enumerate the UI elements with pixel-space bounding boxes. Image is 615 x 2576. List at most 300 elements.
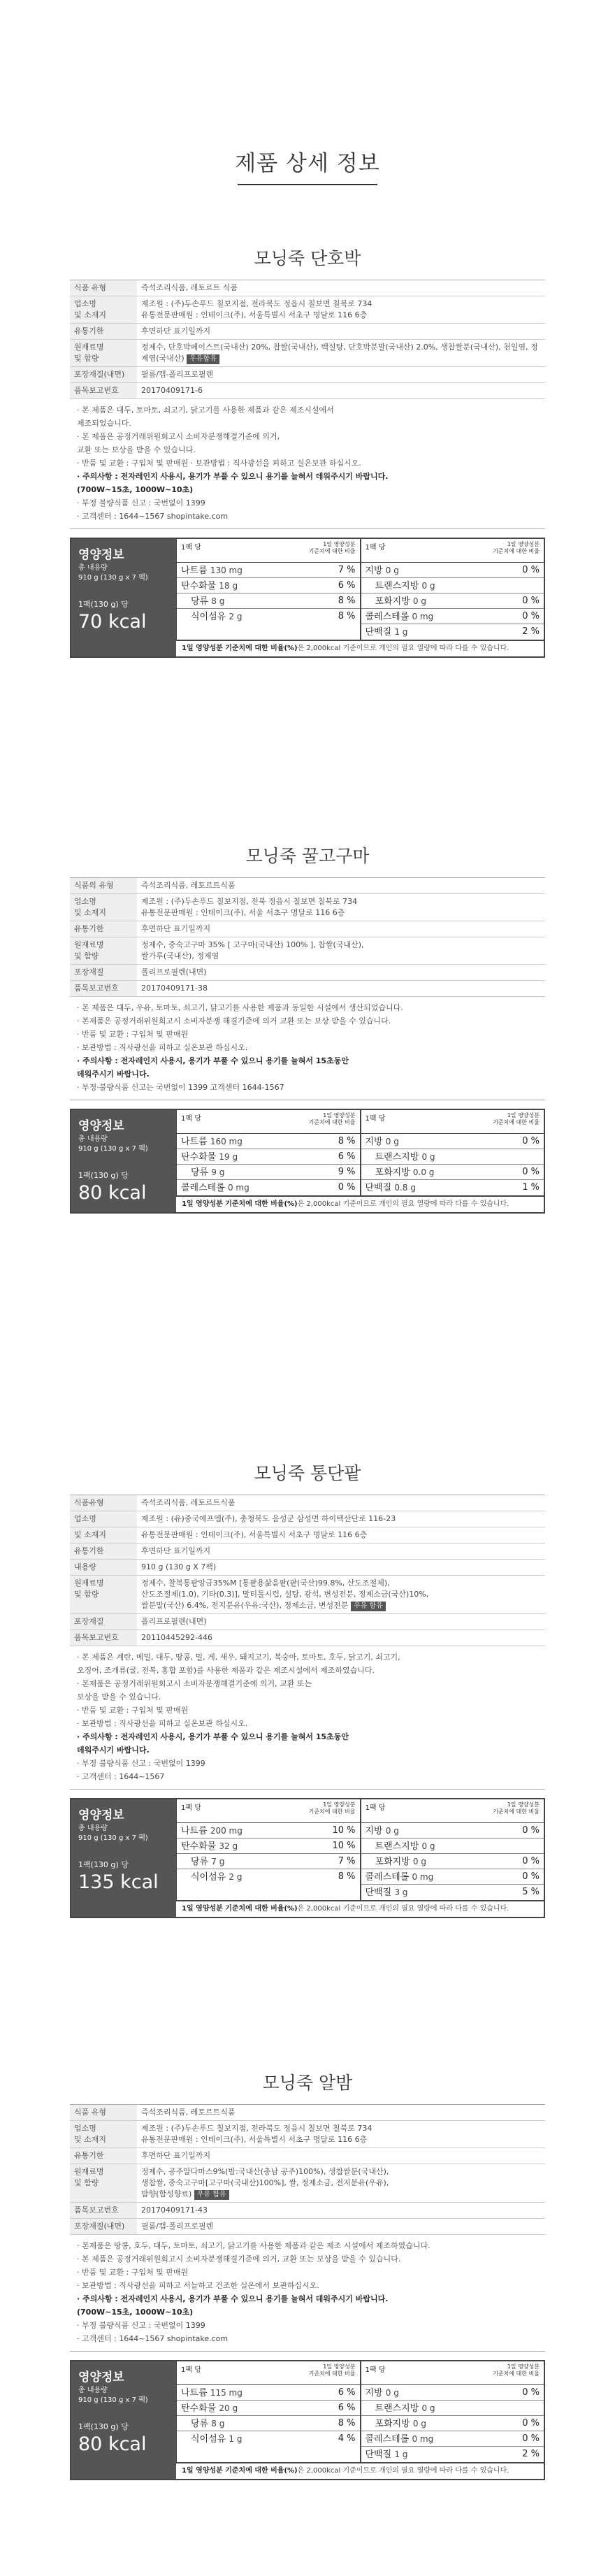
- nutrition-column: [176, 2361, 360, 2462]
- nutrient-row: [361, 1885, 544, 1900]
- nutrient-amount: 0 g: [421, 1152, 435, 1162]
- nutrient-percent: 0 %: [522, 611, 540, 621]
- nutrient-percent: 6 %: [338, 1151, 356, 1162]
- nutrient-amount: 19 g: [219, 1152, 238, 1162]
- nutrient-row: [177, 2431, 360, 2447]
- nutrient-row: [361, 578, 544, 593]
- calories: 70 kcal: [78, 611, 147, 633]
- per-pack-label: 1팩 당: [181, 2366, 201, 2374]
- info-key: 품목보고번호: [70, 2203, 137, 2219]
- nutrient-percent: 0 %: [522, 565, 540, 575]
- nutrient-percent: 7 %: [338, 1856, 356, 1866]
- nutrient-name: 포화지방: [375, 1167, 413, 1178]
- info-table: [70, 2104, 545, 2235]
- nutrient: [366, 563, 399, 577]
- notice-list: [70, 2235, 545, 2352]
- nutrient-row: [361, 2385, 544, 2401]
- nutrient-amount: 0.8 g: [394, 1183, 416, 1193]
- nutrient-amount: 18 g: [219, 581, 238, 591]
- nutrition-header: [177, 539, 360, 563]
- info-row: [70, 2148, 545, 2164]
- nutrient-percent: 0 %: [522, 2387, 540, 2398]
- notice-line: · 부정 불량식품 신고 : 국번없이 1399: [77, 2321, 205, 2330]
- nutrient-name: 트랜스지방: [375, 1841, 422, 1852]
- notice-line: · 고객센터 : 1644~1567: [77, 1772, 165, 1781]
- product-name: 모닝죽 알밤: [262, 2073, 353, 2093]
- nutrient-name: 지방: [365, 2388, 386, 2398]
- nutrient-percent: 8 %: [338, 611, 356, 621]
- product-name: 모닝죽 통단팥: [254, 1463, 361, 1483]
- info-value: 폴리프로필렌(내면): [137, 965, 545, 981]
- nutrient-percent: 0 %: [522, 1856, 540, 1866]
- info-row: [70, 894, 545, 921]
- nutrient-name: 콜레스테롤: [365, 612, 412, 622]
- nutrient-row: [177, 578, 360, 593]
- info-row: [70, 921, 545, 937]
- nutrient-amount: 1 g: [394, 627, 408, 637]
- nutrition-header: [361, 2361, 544, 2385]
- info-table: [70, 877, 545, 997]
- nutrition-summary: [71, 2361, 176, 2479]
- nutrient: [366, 624, 408, 640]
- nutrient: [181, 1149, 238, 1164]
- nutrient-name: 나트륨: [181, 566, 210, 576]
- calories: 80 kcal: [78, 2433, 147, 2455]
- nutrition-columns: [176, 1110, 544, 1195]
- per-pack-label: 1팩 당: [181, 1115, 201, 1123]
- nutrient-row: [361, 2447, 544, 2462]
- nutrient-row: [361, 1149, 544, 1165]
- nutrient-percent: 0 %: [338, 1182, 356, 1193]
- nutrient: [181, 2401, 238, 2415]
- info-value: 후면하단 표기일까지: [137, 2148, 545, 2164]
- nutrient-row: [177, 1165, 360, 1180]
- info-value: 20170409171-6: [137, 383, 545, 399]
- info-value: 정제수, 공주알다마스9%(밤:국내산(충남 공주)100%), 생찹쌀분(국내산), 생찹쌀, 중숙고구마[고구마(국내산)100%], 쌀, 정제소금, 전지분유(우유), 밤향(합성향료) 우유 함유: [137, 2164, 545, 2203]
- footnote-text: 은 2,000kcal 기준이므로 개인의 필요 열량에 따라 다를 수 있습니다.: [297, 1905, 509, 1913]
- per-pack-label: 1팩 당: [181, 544, 201, 552]
- nutrient-name: 탄수화물: [181, 1152, 219, 1163]
- page-title: 제품 상세 정보: [235, 151, 380, 176]
- nutrient-name: 나트륨: [181, 2388, 210, 2398]
- nutrition-table: [176, 2361, 544, 2479]
- notice-line: · 고객센터 : 1644~1567 shopintake.com: [77, 2334, 229, 2343]
- info-row: [70, 367, 545, 383]
- notice-line: · 본 제품은 대두, 토마토, 쇠고기, 닭고기를 사용한 제품과 같은 제조시설에서: [77, 405, 334, 415]
- nutrient: [375, 578, 435, 593]
- nutrient-amount: 7 g: [211, 1857, 225, 1866]
- nutrient-percent: 0 %: [522, 1167, 540, 1177]
- nutrition-title: 영양정보: [78, 1808, 124, 1822]
- nutrient: [191, 593, 224, 608]
- nutrient-row: [361, 1839, 544, 1854]
- nutrient-amount: 9 g: [211, 1167, 225, 1177]
- nutrient-amount: 8 g: [211, 596, 225, 606]
- notice-line: · 주의사항 : 전자레인지 사용시, 용기가 부풀 수 있으니 용기를 늘혀서 데워주시기 바랍니다.: [77, 472, 389, 481]
- nutrient-name: 탄수화물: [181, 2403, 219, 2414]
- nutrient-name: 탄수화물: [181, 1841, 219, 1852]
- nutrition-columns: [176, 539, 544, 640]
- nutrient-name: 식이섬유: [191, 612, 229, 622]
- title-underline: [238, 184, 377, 185]
- nutrient-name: 단백질: [365, 1887, 395, 1898]
- notice-line: 교환 또는 보상을 받을 수 있습니다.: [77, 445, 196, 454]
- nutrient-row: [177, 609, 360, 624]
- info-row: [70, 383, 545, 399]
- total-content: 총 내용량 910 g (130 g x 7 팩): [78, 1825, 148, 1842]
- nutrient-amount: 0 g: [385, 2388, 399, 2398]
- info-value: 정제수, 찰복통팥앙금35%M [통팥용삶음팥(팥(국산)99.8%, 산도조절제), 산도조절제(1.0), 기타(0.3)], 말티톨시럽, 설탕, 광석, 변성전분, 정제소금(국산)10%, 쌀분말(국산) 6.4%, 전지분유(우유:국산), 정제소금, 변성전분 우유 함유: [137, 1576, 545, 1614]
- serving-size: 1팩(130 g) 당: [78, 600, 129, 609]
- nutrient-percent: 8 %: [338, 1871, 356, 1882]
- nutrient-row: [177, 1180, 360, 1195]
- notice-line: 제조되었습니다.: [77, 419, 131, 428]
- daily-value-header: 1일 영양성분 기준치에 대한 비율: [308, 1112, 356, 1125]
- info-row: [70, 324, 545, 340]
- info-key: 포장재질(내면): [70, 2219, 137, 2235]
- nutrient-name: 당류: [191, 1167, 212, 1178]
- notice-line: 데워주시기 바랍니다.: [77, 1746, 150, 1755]
- nutrient-name: 단백질: [365, 2449, 395, 2460]
- nutrient-row: [177, 593, 360, 609]
- nutrient-name: 콜레스테롤: [181, 1183, 228, 1193]
- nutrient-name: 당류: [191, 596, 212, 607]
- info-row: [70, 1560, 545, 1576]
- notice-line: · 본 제품은 공정거래위원회고시 소비자분쟁해결기준에 의거, 교환 또는 보상을 받을 수 있습니다.: [77, 2254, 401, 2264]
- nutrition-title: 영양정보: [78, 548, 124, 562]
- nutrient: [191, 2431, 242, 2447]
- nutrient-amount: 2 g: [229, 1872, 243, 1882]
- nutrition-footnote: [176, 640, 544, 656]
- nutrition-table: [176, 1799, 544, 1917]
- nutrient-amount: 1 g: [229, 2434, 243, 2444]
- info-value: 후면하단 표기일까지: [137, 324, 545, 340]
- info-key: 식품 유형: [70, 2105, 137, 2121]
- nutrient: [191, 2416, 224, 2431]
- info-value: 정제수, 단호박페이스트(국내산) 20%, 찹쌀(국내산), 백설탕, 단호박분말(국내산) 2.0%, 생찹쌀분(국내산), 천일염, 정제염(국내산) 우유함유: [137, 340, 545, 367]
- nutrient: [366, 609, 434, 624]
- info-value: 제조원 : (주)두손푸드 칠보지점, 전라북도 정읍시 칠보면 칠북로 734 유통전문판매원 : 인테이크(주), 서울특별시 서초구 명달로 116 6층: [137, 296, 545, 324]
- info-key: 포장재질(내면): [70, 367, 137, 383]
- nutrient: [191, 1854, 224, 1869]
- serving-size: 1팩(130 g) 당: [78, 2422, 129, 2431]
- nutrient-amount: 0 mg: [412, 612, 434, 621]
- calories: 80 kcal: [78, 1182, 147, 1204]
- nutrient-amount: 0 g: [412, 2419, 426, 2429]
- nutrient: [181, 563, 243, 577]
- nutrient: [375, 1165, 435, 1179]
- nutrition-header: [177, 1799, 360, 1823]
- nutrient-row: [361, 563, 544, 578]
- notice-line: · 부정 불량식품 신고 : 국번없이 1399: [77, 1759, 205, 1768]
- nutrient-percent: 0 %: [522, 1871, 540, 1882]
- info-key: 식품의 유형: [70, 878, 137, 894]
- info-key: 업소명 및 소재지: [70, 894, 137, 921]
- nutrient-percent: 10 %: [332, 1841, 356, 1851]
- info-value: 후면하단 표기일까지: [137, 1544, 545, 1560]
- nutrient-percent: 0 %: [522, 1825, 540, 1836]
- info-key: 업소명 및 소재지: [70, 2121, 137, 2148]
- nutrient-row: [361, 609, 544, 624]
- nutrition-header: [361, 1110, 544, 1134]
- notice-line: · 보관방법 : 직사광선을 피하고 실온보관 하십시오.: [77, 1719, 248, 1728]
- nutrient-percent: 4 %: [338, 2433, 356, 2444]
- daily-value-header: 1일 영양성분 기준치에 대한 비율: [493, 1112, 540, 1125]
- info-key: 유통기한: [70, 324, 137, 340]
- per-pack-label: 1팩 당: [365, 2366, 386, 2374]
- info-value: 제조원 : (주)두손푸드 칠보지점, 전북 정읍시 칠보면 칠북로 734 유통전문판매원 : 인테이크(주), 서울 서초구 명달로 116 6층: [137, 894, 545, 921]
- nutrient-percent: 6 %: [338, 580, 356, 591]
- nutrition-facts: [70, 2360, 545, 2480]
- nutrient-row: [177, 2416, 360, 2431]
- per-pack-label: 1팩 당: [365, 544, 386, 552]
- notice-line: · 본 제품은 대두, 우유, 토마토, 쇠고기, 닭고기를 사용한 제품과 동일한 시설에서 생산되었습니다.: [77, 1003, 403, 1012]
- nutrition-title: 영양정보: [78, 2370, 124, 2384]
- nutrition-footnote: [176, 2462, 544, 2479]
- daily-value-header: 1일 영양성분 기준치에 대한 비율: [493, 2363, 540, 2377]
- daily-value-header: 1일 영양성분 기준치에 대한 비율: [493, 541, 540, 554]
- nutrient-percent: 0 %: [522, 596, 540, 606]
- notice-line: (700W~15초, 1000W~10초): [77, 485, 194, 494]
- nutrient-name: 콜레스테롤: [365, 2434, 412, 2445]
- nutrient-percent: 8 %: [338, 1136, 356, 1146]
- nutrition-facts: [70, 538, 545, 658]
- nutrition-columns: [176, 2361, 544, 2462]
- nutrient-amount: 0 g: [412, 596, 426, 606]
- nutrient: [375, 593, 426, 608]
- footnote-bold: 1일 영양성분 기준치에 대한 비율(%): [182, 1200, 298, 1208]
- info-value: 필름/캡-폴리프로필렌: [137, 2219, 545, 2235]
- footnote-bold: 1일 영양성분 기준치에 대한 비율(%): [182, 2467, 298, 2475]
- nutrient-row: [177, 1134, 360, 1149]
- nutrition-header: [177, 1110, 360, 1134]
- product-section: [70, 1453, 545, 1918]
- nutrient: [191, 1165, 224, 1179]
- info-key: 유통기한: [70, 921, 137, 937]
- nutrition-table: [176, 1110, 544, 1212]
- info-value: 제조원 : (주)두손푸드 칠보지점, 전라북도 정읍시 칠보면 칠북로 734 유통전문판매원 : 인테이크(주), 서울특별시 서초구 명달로 116 6층: [137, 2121, 545, 2148]
- nutrition-footnote: [176, 1195, 544, 1212]
- nutrient-name: 지방: [365, 566, 386, 576]
- nutrient-row: [177, 1854, 360, 1869]
- notice-line: · 본 제품은 공정거래위원회고시 소비자분쟁해결기준에 의거,: [77, 432, 280, 441]
- product-section: [70, 238, 545, 658]
- nutrition-summary: [71, 1110, 176, 1212]
- nutrient-row: [177, 1823, 360, 1839]
- nutrient: [181, 1180, 249, 1195]
- nutrient: [181, 1134, 243, 1149]
- notice-list: [70, 399, 545, 529]
- notice-line: · 부정·불량식품 신고는 국번없이 1399 고객센터 1644-1567: [77, 1083, 284, 1092]
- nutrition-column: [360, 539, 544, 640]
- info-row: [70, 280, 545, 296]
- notice-list: [70, 1646, 545, 1790]
- nutrient-row: [361, 1823, 544, 1839]
- info-key: 품목보고번호: [70, 1630, 137, 1646]
- nutrition-header: [361, 1799, 544, 1823]
- per-pack-label: 1팩 당: [365, 1115, 386, 1123]
- notice-line: · 본제품은 공정거래위원회고시 소비자분쟁 해결기준에 의거 교환 또는 보상 받을 수 있습니다.: [77, 1016, 391, 1026]
- info-row: [70, 296, 545, 324]
- info-table: [70, 1495, 545, 1646]
- footnote-text: 은 2,000kcal 기준이므로 개인의 필요 열량에 따라 다를 수 있습니다.: [297, 1200, 509, 1208]
- nutrient-row: [361, 593, 544, 609]
- info-row: [70, 1527, 545, 1544]
- nutrient-name: 나트륨: [181, 1826, 210, 1836]
- nutrient-amount: 0 mg: [412, 1872, 434, 1882]
- nutrient-amount: 0 mg: [227, 1183, 249, 1193]
- nutrition-header: [177, 2361, 360, 2385]
- nutrient-amount: 0.0 g: [412, 1167, 435, 1177]
- nutrient: [366, 2447, 408, 2462]
- info-row: [70, 2164, 545, 2203]
- nutrient-percent: 0 %: [522, 1136, 540, 1146]
- info-key: 원재료명 및 함량: [70, 340, 137, 367]
- nutrient-percent: 2 %: [522, 626, 540, 637]
- nutrient-amount: 3 g: [394, 1887, 408, 1897]
- nutrition-columns: [176, 1799, 544, 1900]
- nutrient-row: [361, 1165, 544, 1180]
- info-value: 즉석조리식품, 레토르트식품: [137, 1495, 545, 1511]
- info-key: 포장재질: [70, 965, 137, 981]
- notice-line: · 주의사항 : 전자레인지 사용시, 용기가 부풀 수 있으니 용기를 늘혀서 15초동안: [77, 1732, 349, 1741]
- info-key: 품목보고번호: [70, 383, 137, 399]
- nutrition-column: [360, 1110, 544, 1195]
- total-content: 총 내용량 910 g (130 g x 7 팩): [78, 2387, 148, 2404]
- nutrient-percent: 1 %: [522, 1182, 540, 1193]
- info-row: [70, 937, 545, 965]
- nutrition-column: [360, 2361, 544, 2462]
- nutrient-amount: 160 mg: [210, 1137, 243, 1146]
- nutrient-percent: 7 %: [338, 565, 356, 575]
- nutrient-percent: 10 %: [332, 1825, 356, 1836]
- notice-line: 오징어, 조개류(굴, 전복, 홍합 포함)를 사용한 제품과 같은 제조시설에서 제조하였습니다.: [77, 1666, 375, 1675]
- nutrient-amount: 0 g: [412, 1857, 426, 1866]
- notice-line: · 반품 및 교환 : 구입처 및 판매원 · 보관방법 : 직사광선을 피하고 실온보관 하십시오.: [77, 459, 361, 468]
- per-pack-label: 1팩 당: [181, 1804, 201, 1812]
- nutrient-amount: 32 g: [219, 1841, 238, 1851]
- info-key: 원재료명 및 함량: [70, 1576, 137, 1614]
- nutrient-row: [361, 624, 544, 640]
- nutrient-name: 지방: [365, 1137, 386, 1147]
- nutrient-name: 식이섬유: [191, 1872, 229, 1883]
- info-value: 20110445292-446: [137, 1630, 545, 1646]
- nutrient-name: 탄수화물: [181, 581, 219, 591]
- nutrient: [375, 2401, 435, 2415]
- nutrient: [181, 1839, 238, 1853]
- nutrient-amount: 0 g: [421, 2403, 435, 2413]
- notice-line: · 본 제품은 계란, 메밀, 대두, 땅콩, 밀, 게, 새우, 돼지고기, 복숭아, 토마토, 호두, 닭고기, 쇠고기,: [77, 1653, 400, 1662]
- total-content: 총 내용량 910 g (130 g x 7 팩): [78, 564, 148, 582]
- nutrient: [375, 2416, 426, 2431]
- nutrient-amount: 0 g: [385, 1826, 399, 1836]
- info-row: [70, 965, 545, 981]
- info-value: 즉석조리식품, 레토르트 식품: [137, 280, 545, 296]
- nutrient-name: 포화지방: [375, 1857, 413, 1867]
- daily-value-header: 1일 영양성분 기준치에 대한 비율: [308, 1801, 356, 1815]
- info-row: [70, 2203, 545, 2219]
- nutrient-name: 포화지방: [375, 596, 413, 607]
- info-value: 910 g (130 g X 7팩): [137, 1560, 545, 1576]
- nutrient-percent: 6 %: [338, 2387, 356, 2398]
- nutrient: [181, 1823, 243, 1838]
- nutrition-summary: [71, 539, 176, 656]
- info-key: 유통기한: [70, 1544, 137, 1560]
- info-key: 원재료명 및 함량: [70, 937, 137, 965]
- footnote-bold: 1일 영양성분 기준치에 대한 비율(%): [182, 1905, 298, 1913]
- info-key: 식품유형: [70, 1495, 137, 1511]
- nutrient-amount: 0 mg: [412, 2434, 434, 2444]
- nutrient: [366, 1869, 434, 1884]
- notice-line: · 주의사항 : 전자레인지 사용시, 용기가 부풀 수 있으니 용기를 늘혀서 데워주시기 바랍니다.: [77, 2294, 389, 2303]
- nutrient-name: 콜레스테롤: [365, 1872, 412, 1883]
- nutrient-amount: 0 g: [385, 566, 399, 575]
- nutrition-header: [361, 539, 544, 563]
- info-row: [70, 878, 545, 894]
- nutrient-percent: 9 %: [338, 1167, 356, 1177]
- notice-line: · 반품 및 교환 : 구입처 및 판매원: [77, 2268, 189, 2277]
- serving-size: 1팩(130 g) 당: [78, 1171, 129, 1180]
- info-row: [70, 981, 545, 997]
- nutrition-column: [360, 1799, 544, 1900]
- notice-line: · 반품 및 교환 : 구입처 및 판매원: [77, 1030, 189, 1039]
- info-row: [70, 1630, 545, 1646]
- info-key: 업소명: [70, 1511, 137, 1527]
- product-section: [70, 835, 545, 1214]
- info-value: 즉석조리식품, 레토르트식품: [137, 878, 545, 894]
- serving-size: 1팩(130 g) 당: [78, 1860, 129, 1869]
- nutrient: [181, 2385, 243, 2400]
- nutrient-amount: 1 g: [394, 2449, 408, 2459]
- nutrient-name: 당류: [191, 1857, 212, 1867]
- nutrient-percent: 8 %: [338, 2418, 356, 2429]
- nutrient-percent: 0 %: [522, 2418, 540, 2429]
- notice-list: [70, 997, 545, 1100]
- nutrition-summary: [71, 1799, 176, 1917]
- info-value: 폴리프로필렌(내면): [137, 1614, 545, 1630]
- info-row: [70, 1544, 545, 1560]
- nutrient-row: [177, 563, 360, 578]
- nutrient-row: [177, 1149, 360, 1165]
- nutrient-row: [361, 1869, 544, 1885]
- footnote-text: 은 2,000kcal 기준이므로 개인의 필요 열량에 따라 다를 수 있습니다.: [297, 2467, 509, 2475]
- info-row: [70, 1614, 545, 1630]
- nutrition-table: [176, 539, 544, 656]
- notice-line: (700W~15초, 1000W~10초): [77, 2308, 194, 2317]
- info-key: 내용량: [70, 1560, 137, 1576]
- allergy-badge: 우유 함유: [194, 2190, 229, 2200]
- footnote-text: 은 2,000kcal 기준이므로 개인의 필요 열량에 따라 다를 수 있습니다.: [297, 645, 509, 652]
- nutrient-row: [361, 1854, 544, 1869]
- info-value: 필름/캡-폴리프로필렌: [137, 367, 545, 383]
- nutrient: [375, 1854, 426, 1869]
- notice-line: · 본제품은 땅콩, 호두, 대두, 토마토, 쇠고기, 닭고기를 사용한 제품과 같은 제조 시설에서 제조하였습니다.: [77, 2241, 430, 2250]
- nutrient: [181, 578, 238, 593]
- nutrient-amount: 130 mg: [210, 566, 243, 575]
- nutrient-row: [177, 2401, 360, 2416]
- nutrient-amount: 0 g: [421, 1841, 435, 1851]
- info-value: 즉석조리식품, 레토르트식품: [137, 2105, 545, 2121]
- nutrient-percent: 6 %: [338, 2403, 356, 2413]
- info-row: [70, 1576, 545, 1614]
- nutrient: [366, 1885, 408, 1900]
- info-key: 품목보고번호: [70, 981, 137, 997]
- notice-line: · 고객센터 : 1644~1567 shopintake.com: [77, 512, 229, 521]
- daily-value-header: 1일 영양성분 기준치에 대한 비율: [308, 2363, 356, 2377]
- info-key: 및 소재지: [70, 1527, 137, 1544]
- nutrient-name: 단백질: [365, 1183, 395, 1193]
- notice-line: · 부정 불량식품 신고 : 국번없이 1399: [77, 498, 205, 508]
